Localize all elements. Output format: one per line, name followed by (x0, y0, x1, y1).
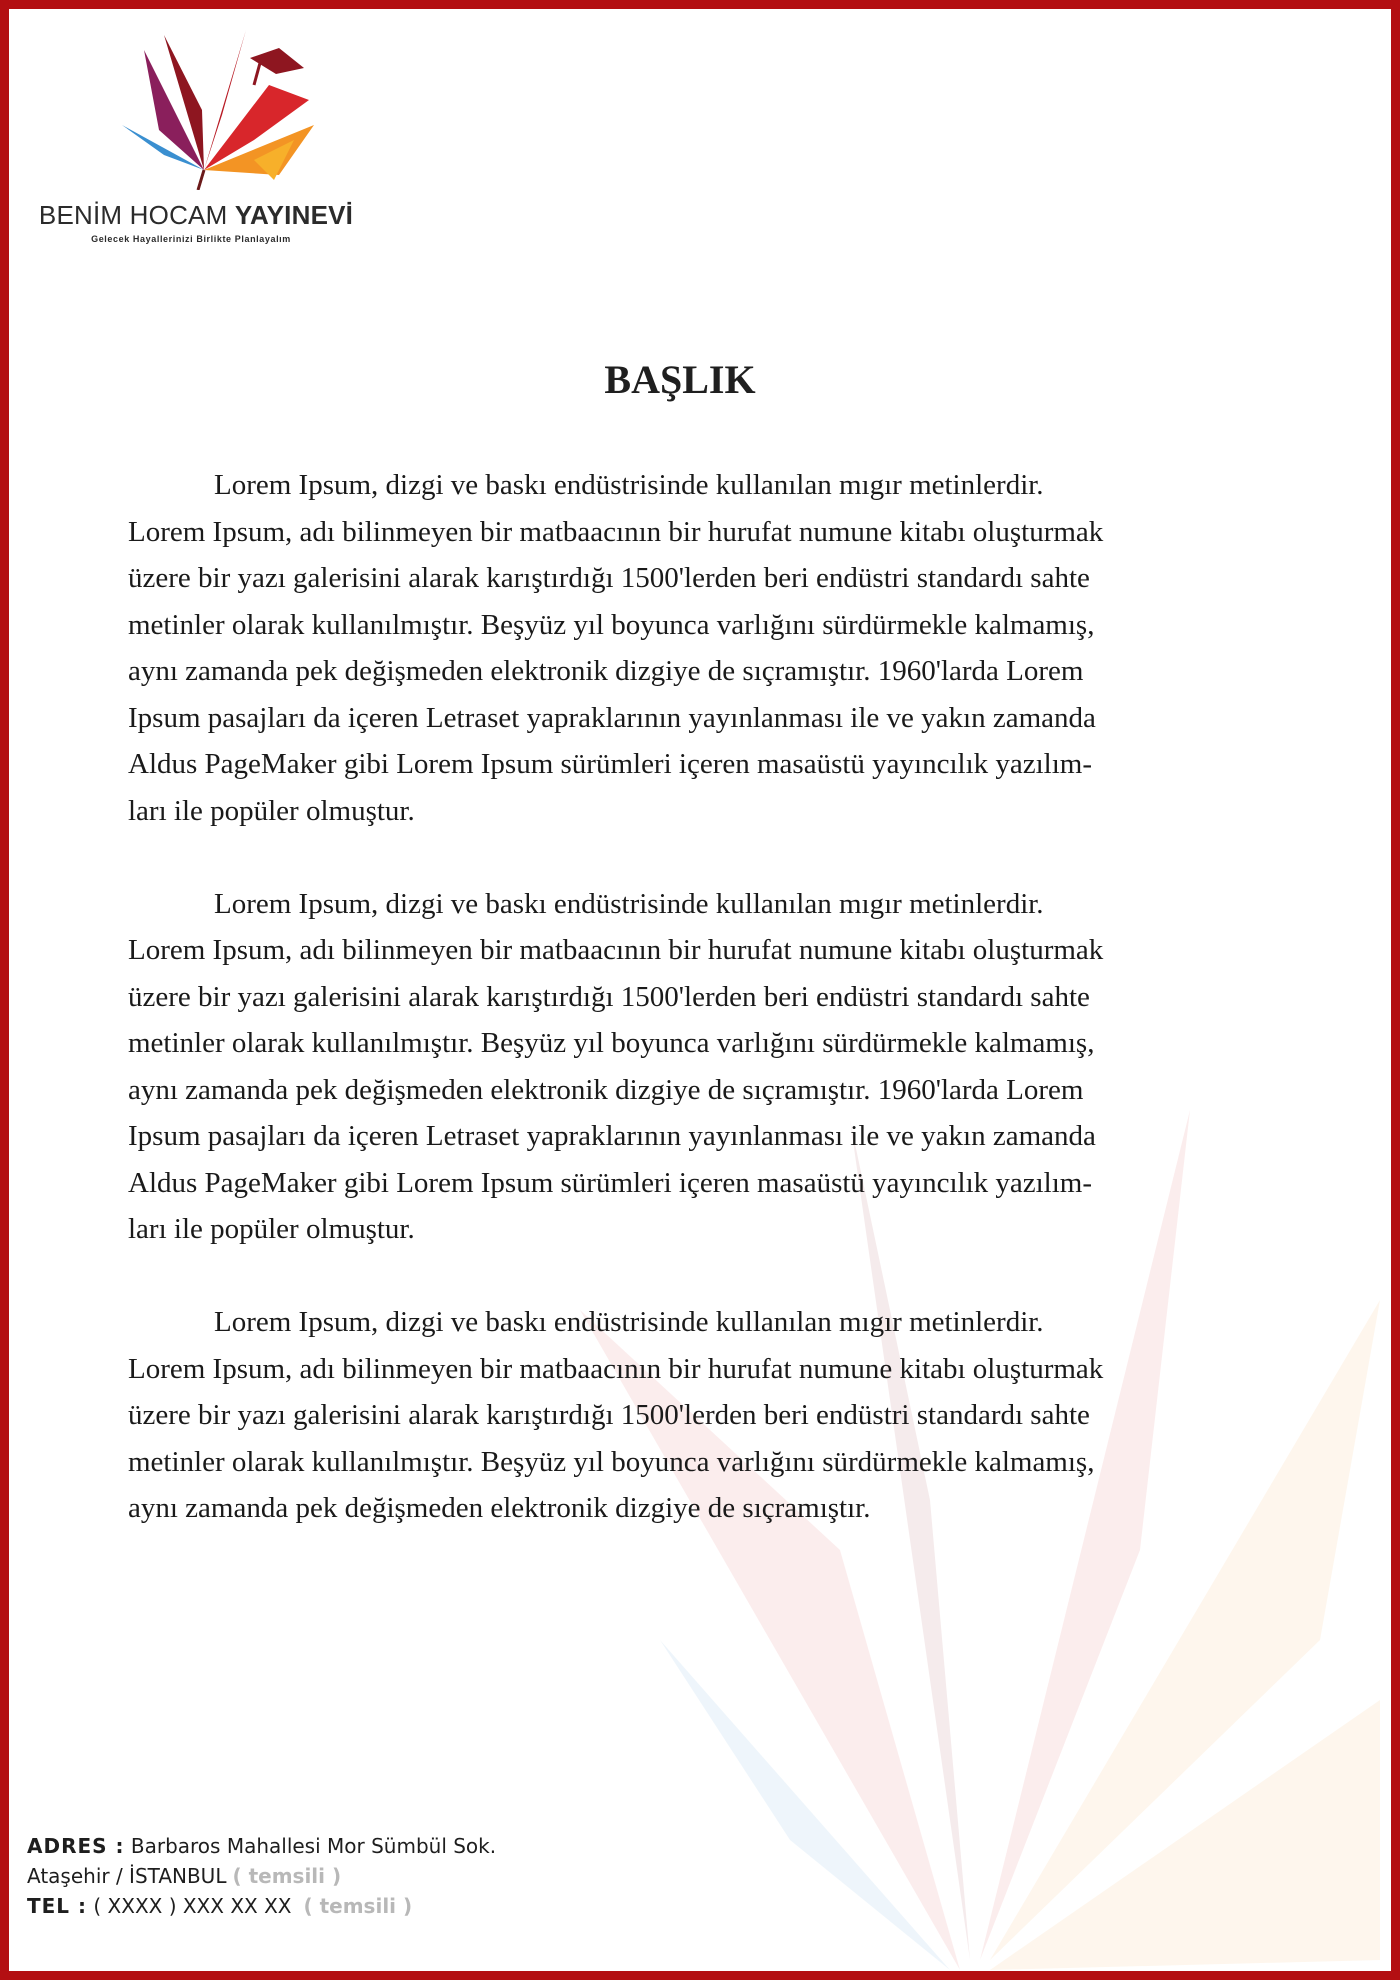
brand-name-bold: YAYINEVİ (234, 200, 354, 230)
brand-slogan: Gelecek Hayallerinizi Birlikte Planlayalım (91, 234, 291, 244)
document-title: BAŞLIK (604, 357, 756, 402)
address-city: Ataşehir / İSTANBUL (27, 1864, 227, 1888)
address-note: ( temsili ) (232, 1864, 342, 1888)
contact-footer (27, 1831, 496, 1921)
document-body (128, 462, 1228, 1578)
phone-line (27, 1891, 496, 1921)
maple-leaf-logo-icon (104, 30, 324, 190)
tel-label: TEL : (27, 1894, 88, 1918)
brand-name-light: BENİM HOCAM (38, 200, 228, 230)
address-line-1 (27, 1831, 496, 1861)
brand-name (36, 200, 356, 231)
body-paragraph: Lorem Ipsum, dizgi ve baskı endüstrisinde kullanılan mıgır metinlerdir. Lorem Ipsum, adı bilinmeyen bir matbaacının bir hurufat numune kitabı oluşturmak üzere bir yazı galerisini alarak karıştırdığı 1500'lerden beri endüstri standardı sahte metinler olarak kullanılmıştır. Beşyüz yıl boyunca varlığını sürdürmekle kalmamış, aynı zamanda pek değişmeden elektronik dizgiye de sıçramıştır. (128, 1306, 1104, 1524)
address-label: ADRES : (27, 1834, 125, 1858)
publisher-logo (36, 30, 356, 250)
tel-note: ( temsili ) (303, 1894, 413, 1918)
tel-value: ( XXXX ) XXX XX XX (93, 1894, 292, 1918)
body-paragraph: Lorem Ipsum, dizgi ve baskı endüstrisinde kullanılan mıgır metinlerdir. Lorem Ipsum, adı bilinmeyen bir matbaacının bir hurufat numune kitabı oluşturmak üzere bir yazı galerisini alarak karıştırdığı 1500'lerden beri endüstri standardı sahte metinler olarak kullanılmıştır. Beşyüz yıl boyunca varlığını sürdürmekle kalmamış, aynı zamanda pek değişmeden elektronik dizgiye de sıçramıştır. 1960'larda Lorem Ipsum pasajları da içeren Letraset yapraklarının yayınlanması ile ve yakın zamanda Aldus PageMaker gibi Lorem Ipsum sürümleri içeren masaüstü yayıncılık yazılım- ları ile popüler olmuştur. (128, 469, 1104, 827)
address-line-2 (27, 1861, 496, 1891)
body-paragraph: Lorem Ipsum, dizgi ve baskı endüstrisinde kullanılan mıgır metinlerdir. Lorem Ipsum, adı bilinmeyen bir matbaacının bir hurufat numune kitabı oluşturmak üzere bir yazı galerisini alarak karıştırdığı 1500'lerden beri endüstri standardı sahte metinler olarak kullanılmıştır. Beşyüz yıl boyunca varlığını sürdürmekle kalmamış, aynı zamanda pek değişmeden elektronik dizgiye de sıçramıştır. 1960'larda Lorem Ipsum pasajları da içeren Letraset yapraklarının yayınlanması ile ve yakın zamanda Aldus PageMaker gibi Lorem Ipsum sürümleri içeren masaüstü yayıncılık yazılım- ları ile popüler olmuştur. (128, 887, 1104, 1245)
address-value: Barbaros Mahallesi Mor Sümbül Sok. (130, 1834, 497, 1858)
